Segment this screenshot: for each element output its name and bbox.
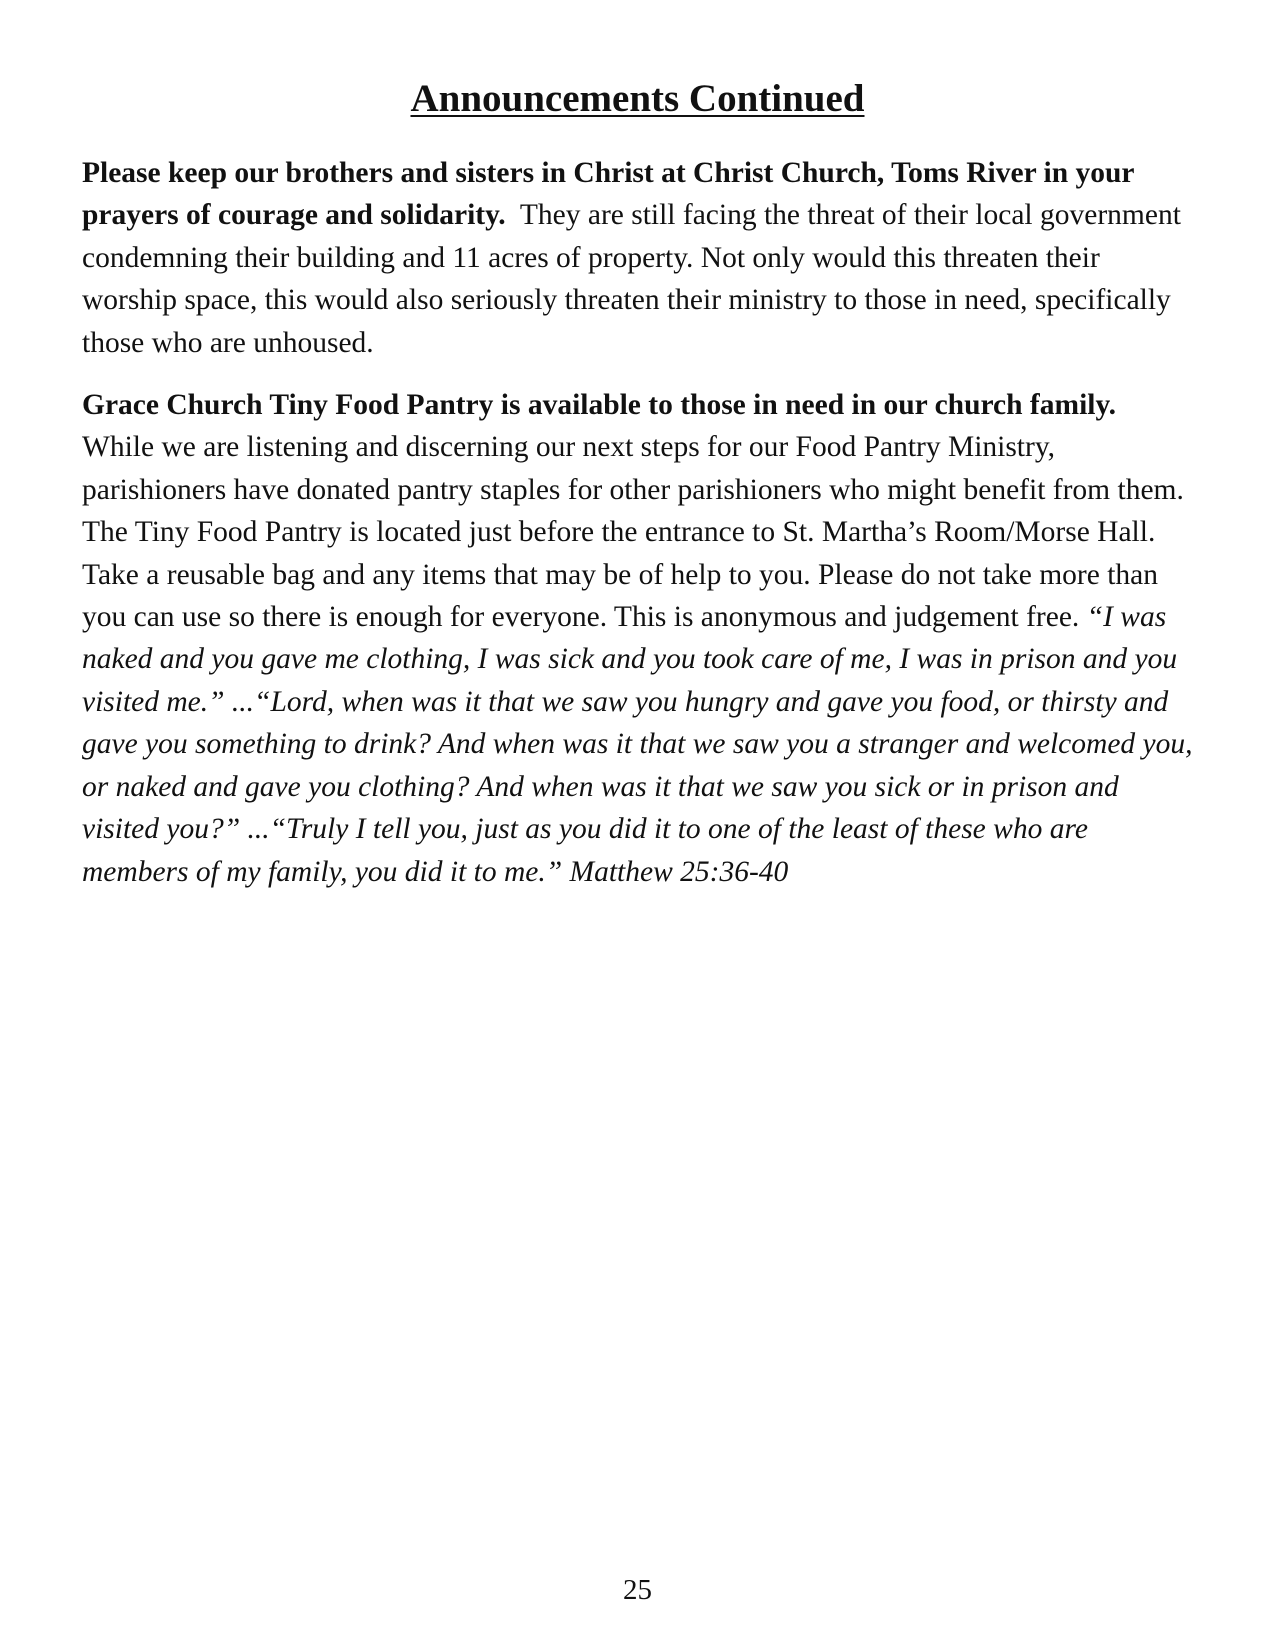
page-title <box>0 74 1275 124</box>
announcement-lead: Please keep our brothers and sisters in Christ at Christ Church, Toms River in your prayers of courage and solidarity. <box>82 157 1134 232</box>
announcement-christ-church <box>82 152 1197 364</box>
announcements-body <box>82 152 1197 913</box>
announcement-lead: Grace Church Tiny Food Pantry is available to those in need in our church family. <box>82 389 1116 422</box>
announcement-text: They are still facing the threat of their local government condemning their building and 11 acres of property. Not only would this threaten their worship space, this would also seriously threaten their ministry to those in need, specifically those who are unhoused. <box>82 199 1181 359</box>
announcement-text: While we are listening and discerning our next steps for our Food Pantry Ministry, parishioners have donated pantry staples for other parishioners who might benefit from them. The Tiny Food Pantry is located just before the entrance to St. Martha’s Room/Morse Hall. Take a reusable bag and any items that may be of help to you. Please do not take more than you can use so there is enough for everyone. This is anonymous and judgement free. <box>82 431 1184 634</box>
announcement-food-pantry <box>82 384 1197 893</box>
scripture-quote: “I was naked and you gave me clothing, I was sick and you took care of me, I was in prison and you visited me.” ...“Lord, when was it that we saw you hungry and gave you food, or thirsty and gave you something to drink? And when was it that we saw you a stranger and welcomed you, or naked and gave you clothing? And when was it that we saw you sick or in prison and visited you?” ...“Truly I tell you, just as you did it to one of the least of these who are members of my family, you did it to me.” Matthew 25:36-40 <box>82 601 1193 888</box>
page-number: 25 <box>623 1574 652 1606</box>
page-title-text: Announcements Continued <box>410 77 865 120</box>
